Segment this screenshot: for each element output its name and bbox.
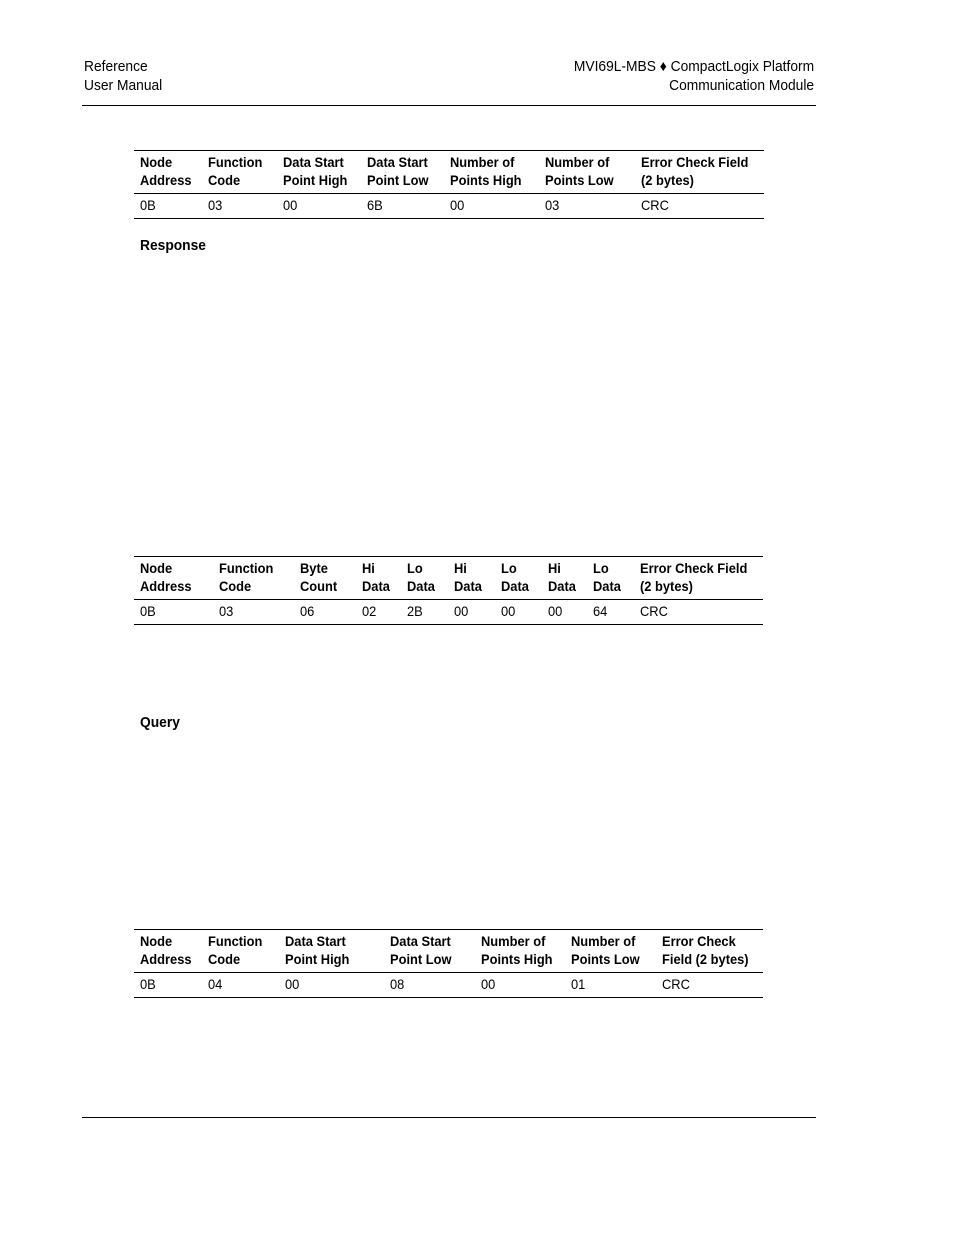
response-packet-table: [134, 556, 763, 625]
header-cell: Node Address: [140, 560, 192, 594]
header-cell: Data Start Point Low: [366, 154, 429, 188]
header-cell: Number of Points Low: [545, 154, 615, 188]
table-cell: 00: [285, 976, 300, 992]
table-cell: 0B: [140, 976, 156, 992]
query-packet-table-2: [134, 929, 763, 998]
table-cell: 01: [570, 976, 586, 992]
header-cell: Lo Data: [593, 560, 622, 594]
table-cell: 03: [545, 197, 560, 213]
table-cell: 03: [208, 197, 223, 213]
header-rule: [82, 105, 816, 106]
table-cell: 00: [454, 603, 469, 619]
header-cell: Function Code: [208, 933, 263, 967]
table-cell: 00: [481, 976, 496, 992]
header-cell: Number of Points High: [481, 933, 553, 967]
table-cell: 0B: [140, 603, 156, 619]
table-cell: CRC: [640, 603, 669, 619]
table-row: [134, 973, 763, 998]
page-header-left: [84, 57, 162, 95]
header-cell: Hi Data: [362, 560, 390, 594]
header-cell: Byte Count: [299, 560, 338, 594]
table-cell: 6B: [366, 197, 383, 213]
query-heading: Query: [140, 714, 180, 731]
response-heading: Response: [140, 237, 206, 254]
header-cell: Number of Points High: [449, 154, 522, 188]
header-cell: Error Check Field (2 bytes): [661, 933, 749, 967]
table-header-row: [134, 151, 764, 194]
header-manual-label: User Manual: [84, 77, 163, 94]
header-cell: Data Start Point High: [285, 933, 350, 967]
page-header-right: [574, 57, 814, 95]
header-cell: Lo Data: [500, 560, 529, 594]
table-cell: 00: [283, 197, 298, 213]
table-cell: 00: [449, 197, 464, 213]
footer-rule: [82, 1117, 816, 1118]
table-cell: 03: [218, 603, 234, 619]
table-cell: 06: [299, 603, 315, 619]
table-cell: 2B: [407, 603, 424, 619]
header-cell: Lo Data: [407, 560, 436, 594]
table-cell: CRC: [641, 197, 670, 213]
header-cell: Function Code: [208, 154, 263, 188]
header-cell: Error Check Field (2 bytes): [640, 560, 748, 594]
header-cell: Node Address: [140, 154, 192, 188]
header-cell: Number of Points Low: [570, 933, 640, 967]
table-cell: 00: [500, 603, 516, 619]
header-product-subtitle: Communication Module: [669, 77, 814, 94]
header-product-title: MVI69L-MBS ♦ CompactLogix Platform: [573, 58, 814, 75]
query-packet-table-1: [134, 150, 764, 219]
table-cell: CRC: [661, 976, 690, 992]
table-cell: 08: [390, 976, 405, 992]
table-cell: 0B: [140, 197, 156, 213]
table-cell: 00: [547, 603, 563, 619]
header-cell: Hi Data: [547, 560, 576, 594]
table-row: [134, 600, 763, 625]
table-cell: 02: [362, 603, 377, 619]
table-cell: 64: [593, 603, 608, 619]
header-section-label: Reference: [84, 58, 148, 75]
table-row: [134, 194, 764, 219]
header-cell: Node Address: [140, 933, 192, 967]
table-cell: 04: [208, 976, 223, 992]
table-header-row: [134, 557, 763, 600]
header-cell: Error Check Field (2 bytes): [641, 154, 749, 188]
header-cell: Data Start Point Low: [390, 933, 452, 967]
header-cell: Data Start Point High: [283, 154, 348, 188]
table-header-row: [134, 930, 763, 973]
header-cell: Hi Data: [454, 560, 483, 594]
header-cell: Function Code: [218, 560, 274, 594]
